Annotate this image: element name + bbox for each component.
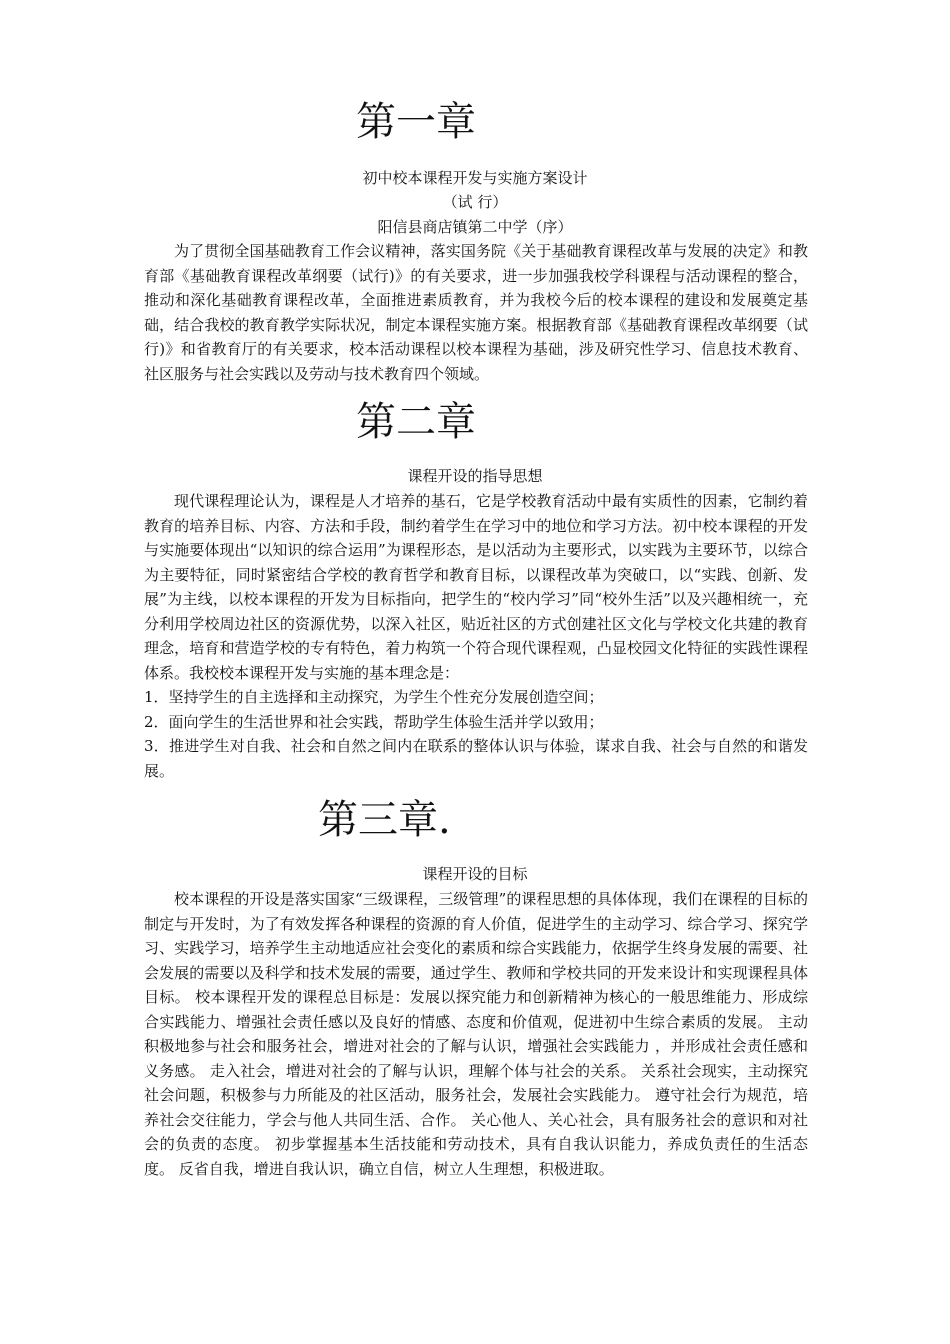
chapter-1-heading: 第一章 [356,99,476,145]
chapter-2-item-3: 3．推进学生对自我、社会和自然之间内在联系的整体认识与体验，谋求自我、社会与自然的和谐发展。 [144,737,808,780]
chapter-2-item-1: 1．坚持学生的自主选择和主动探究，为学生个性充分发展创造空间； [144,688,604,706]
chapter-2-paragraph: 现代课程理论认为，课程是人才培养的基石，它是学校教育活动中最有实质性的因素，它制约着教育的培养目标、内容、方法和手段，制约着学生在学习中的地位和学习方法。初中校本课程的开发与实施要体现出“以知识的综合运用”为课程形态，是以活动为主要形式，以实践为主要环节，以综合为主要特征，同时紧密结合学校的教育哲学和教育目标，以课程改革为突破口，以“实践、创新、发展”为主线，以校本课程的开发为目标指向，把学生的“校内学习”同“校外生活”以及兴趣相统一，充分利用学校周边社区的资源优势，以深入社区，贴近社区的方式创建社区文化与学校文化共建的教育理念，培育和营造学校的专有特色，着力构筑一个符合现代课程观，凸显校园文化特征的实践性课程体系。我校校本课程开发与实施的基本理念是： [144,492,808,682]
chapter-1-subtitle: （试 行） [442,193,508,211]
chapter-2-heading: 第二章 [356,399,476,445]
chapter-1-paragraph: 为了贯彻全国基础教育工作会议精神，落实国务院《关于基础教育课程改革与发展的决定》和教育部《基础教育课程改革纲要（试行)》的有关要求，进一步加强我校学科课程与活动课程的整合，推动和深化基础教育课程改革，全面推进素质教育，并为我校今后的校本课程的建设和发展奠定基础，结合我校的教育教学实际状况，制定本课程实施方案。根据教育部《基础教育课程改革纲要（试行)》和省教育厅的有关要求，校本活动课程以校本课程为基础，涉及研究性学习、信息技术教育、社区服务与社会实践以及劳动与技术教育四个领域。 [144,242,808,383]
chapter-3-title: 课程开设的目标 [422,865,528,883]
chapter-3-body [144,887,808,1181]
chapter-1-school: 阳信县商店镇第二中学（序） [377,218,573,236]
chapter-3-paragraph: 校本课程的开设是落实国家“三级课程，三级管理”的课程思想的具体体现，我们在课程的目标的制定与开发时，为了有效发挥各种课程的资源的育人价值，促进学生的主动学习、综合学习、探究学习、实践学习，培养学生主动地适应社会变化的素质和综合实践能力，依据学生终身发展的需要、社会发展的需要以及科学和技术发展的需要，通过学生、教师和学校共同的开发来设计和实现课程具体目标。 校本课程开发的课程总目标是：发展以探究能力和创新精神为核心的一般思维能力、形成综合实践能力、增强社会责任感以及良好的情感、态度和价值观，促进初中生综合素质的发展。 主动积极地参与社会和服务社会，增进对社会的了解与认识，增强社会实践能力 ，并形成社会责任感和义务感。 走入社会，增进对社会的了解与认识，理解个体与社会的关系。 关系社会现实，主动探究社会问题，积极参与力所能及的社区活动，服务社会，发展社会实践能力。 遵守社会行为规范，培养社会交往能力，学会与他人共同生活、合作。 关心他人、关心社会，具有服务社会的意识和对社会的负责的态度。 初步掌握基本生活技能和劳动技术，具有自我认识能力，养成负责任的生活态度。 反省自我，增进自我认识，确立自信，树立人生理想，积极进取。 [144,890,808,1178]
chapter-3-heading: 第三章. [318,797,451,843]
chapter-2-title: 课程开设的指导思想 [407,467,543,485]
chapter-2-item-2: 2．面向学生的生活世界和社会实践，帮助学生体验生活并学以致用； [144,712,604,731]
chapter-1-title: 初中校本课程开发与实施方案设计 [362,169,588,187]
chapter-2-body [144,489,808,783]
chapter-1-body [144,239,808,386]
